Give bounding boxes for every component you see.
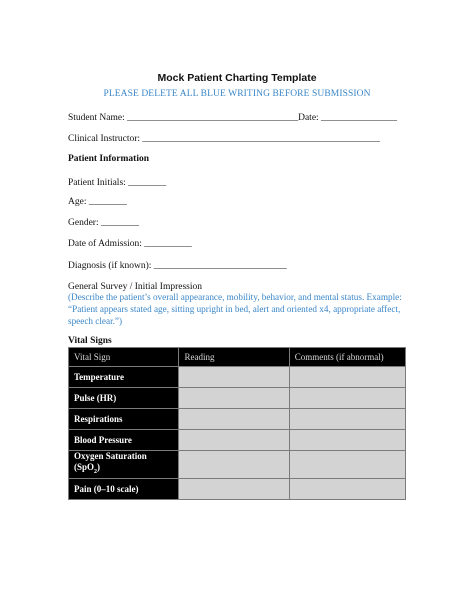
oxygen-saturation-label: Oxygen Saturation — [74, 451, 147, 462]
vital-sign-label-temperature: Temperature — [69, 367, 179, 388]
patient-initials-field[interactable]: Patient Initials: ________ — [68, 178, 167, 188]
reading-cell-oxygen-saturation[interactable] — [179, 451, 289, 479]
comments-cell-oxygen-saturation[interactable] — [289, 451, 405, 479]
table-row — [69, 451, 406, 479]
spo2-label-end: ) — [97, 462, 101, 473]
diagnosis-field[interactable]: Diagnosis (if known): ____________________________ — [68, 261, 287, 271]
document-title: Mock Patient Charting Template — [157, 72, 317, 84]
comments-cell-blood-pressure[interactable] — [289, 430, 405, 451]
clinical-instructor-field[interactable]: Clinical Instructor: __________________________________________________ — [68, 134, 380, 144]
gender-field[interactable]: Gender: ________ — [68, 218, 139, 228]
vital-sign-label-oxygen-saturation — [69, 451, 179, 479]
column-header-comments: Comments (if abnormal) — [289, 348, 405, 367]
comments-cell-respirations[interactable] — [289, 409, 405, 430]
comments-cell-pain[interactable] — [289, 479, 405, 500]
table-row — [69, 367, 406, 388]
column-header-reading: Reading — [179, 348, 289, 367]
deletion-notice: PLEASE DELETE ALL BLUE WRITING BEFORE SUBMISSION — [103, 89, 371, 99]
comments-cell-temperature[interactable] — [289, 367, 405, 388]
reading-cell-temperature[interactable] — [179, 367, 289, 388]
student-name-date-field[interactable]: Student Name: ____________________________________Date: ________________ — [68, 113, 398, 123]
reading-cell-pain[interactable] — [179, 479, 289, 500]
column-header-vital-sign: Vital Sign — [69, 348, 179, 367]
vital-signs-table — [68, 347, 406, 500]
age-field[interactable]: Age: ________ — [68, 197, 127, 207]
general-survey-heading: General Survey / Initial Impression — [68, 282, 203, 292]
general-survey-instructions[interactable]: (Describe the patient’s overall appearance, mobility, behavior, and mental status. Example: “Patient appears stated age, sitting upright in bed, alert and oriented x4, appropriate affect, speech clear.”) — [68, 292, 402, 326]
vital-sign-label-blood-pressure: Blood Pressure — [69, 430, 179, 451]
vital-signs-header-row — [69, 348, 406, 367]
reading-cell-respirations[interactable] — [179, 409, 289, 430]
vital-sign-label-respirations: Respirations — [69, 409, 179, 430]
spo2-label-prefix: (SpO — [74, 462, 95, 473]
table-row — [69, 479, 406, 500]
comments-cell-pulse[interactable] — [289, 388, 405, 409]
table-row — [69, 388, 406, 409]
table-row — [69, 409, 406, 430]
vital-signs-heading: Vital Signs — [68, 336, 112, 346]
table-row — [69, 430, 406, 451]
vital-sign-label-pain: Pain (0–10 scale) — [69, 479, 179, 500]
reading-cell-pulse[interactable] — [179, 388, 289, 409]
reading-cell-blood-pressure[interactable] — [179, 430, 289, 451]
patient-information-heading: Patient Information — [68, 154, 150, 164]
vital-sign-label-pulse: Pulse (HR) — [69, 388, 179, 409]
spo2-subscript: 2 — [94, 468, 98, 475]
date-of-admission-field[interactable]: Date of Admission: __________ — [68, 239, 192, 249]
